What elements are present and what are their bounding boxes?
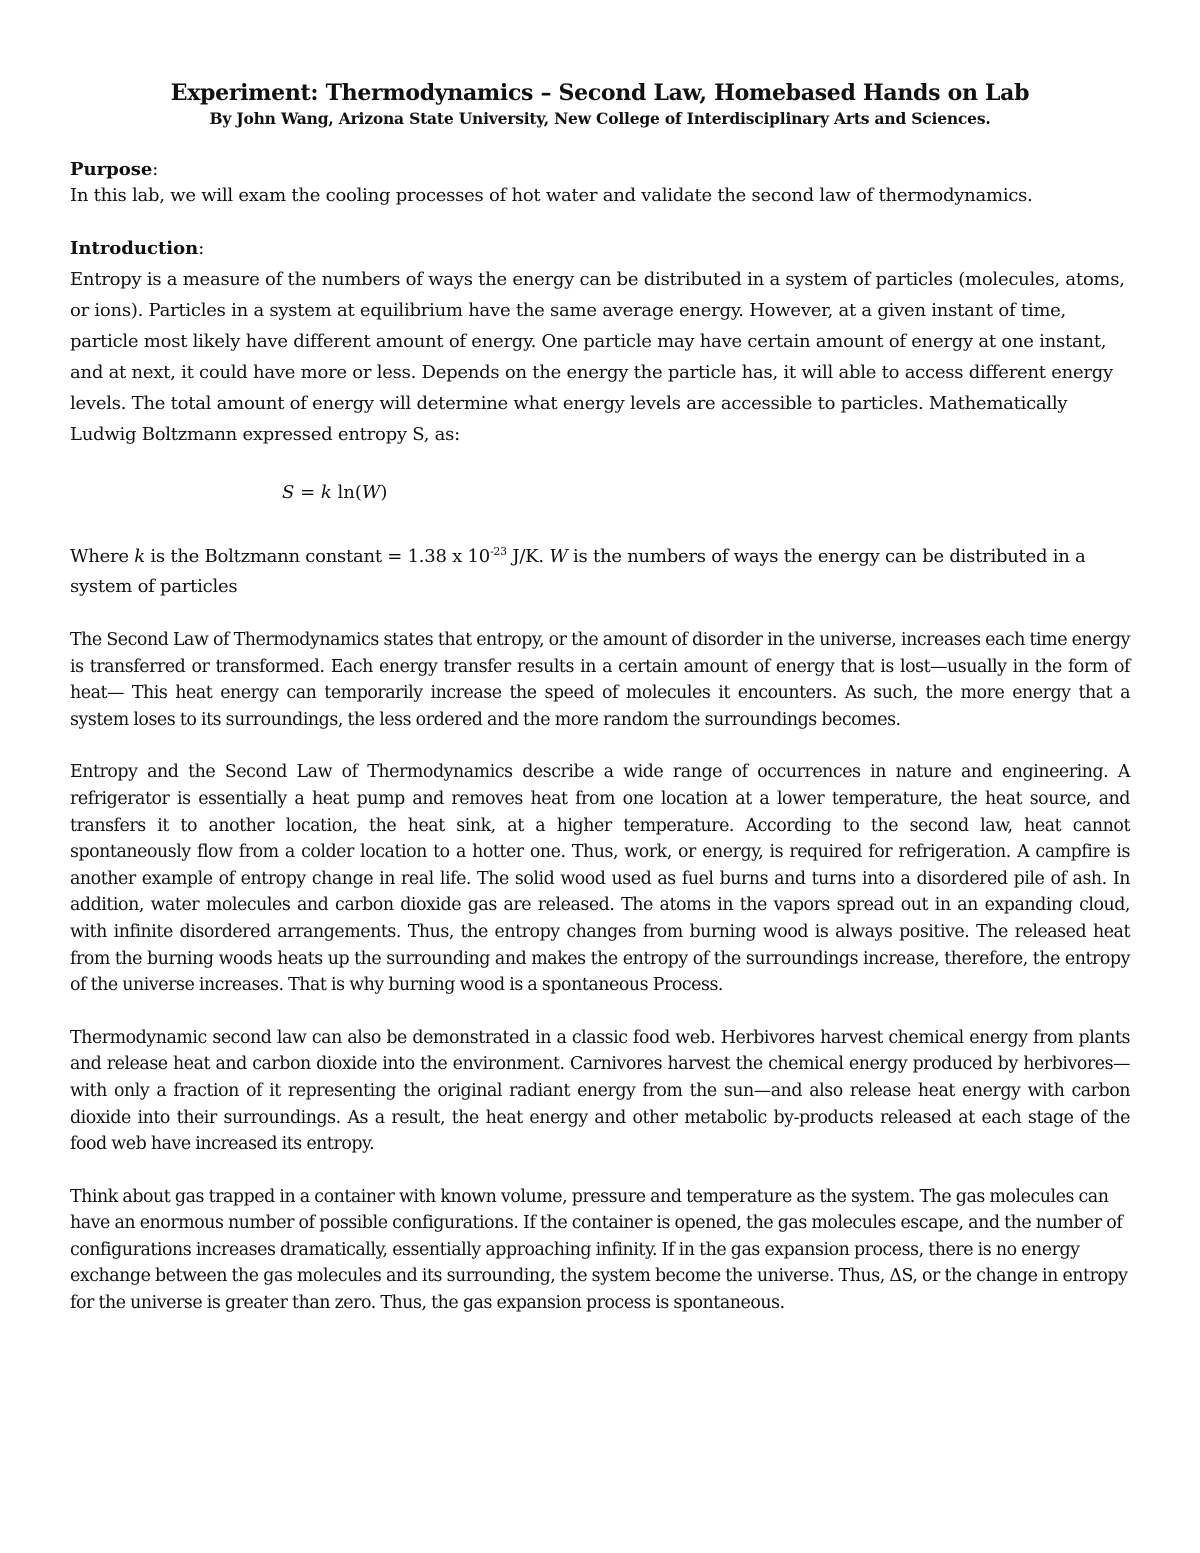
document-title: Experiment: Thermodynamics – Second Law, Homebased Hands on Lab bbox=[170, 80, 1030, 106]
author-byline: By John Wang, Arizona State University, New College of Interdisciplinary Arts and Sciences. bbox=[209, 109, 991, 128]
where-unit: J/K. bbox=[506, 546, 550, 567]
spacer bbox=[70, 1158, 1130, 1184]
food-web-paragraph: Thermodynamic second law can also be demonstrated in a classic food web. Herbivores harvest chemical energy from plants and release heat and carbon dioxide into the environment. Carnivores harvest the chemical energy produced by herbivores—with only a fraction of it representing the original radiant energy from the sun—and also release heat energy with carbon dioxide into their surroundings. As a result, the heat energy and other metabolic by-products released at each stage of the food web have increased its entropy. bbox=[70, 1027, 1130, 1155]
formula-lhs: S bbox=[282, 482, 295, 503]
introduction-heading bbox=[70, 236, 1130, 262]
spacer bbox=[70, 999, 1130, 1025]
second-law-paragraph: The Second Law of Thermodynamics states that entropy, or the amount of disorder in the universe, increases each time energy is transferred or transformed. Each energy transfer results in a certain amount of energy that is lost—usually in the form of heat— This heat energy can temporarily increase the speed of molecules it encounters. As such, the more energy that a system loses to its surroundings, the less ordered and the more random the surroundings becomes. bbox=[70, 630, 1130, 730]
purpose-heading bbox=[70, 157, 1130, 183]
spacer bbox=[70, 506, 1130, 542]
where-pre: Where bbox=[70, 546, 135, 567]
where-exponent: -23 bbox=[489, 545, 507, 558]
purpose-heading-colon: : bbox=[152, 159, 159, 180]
formula-equals: = bbox=[294, 482, 321, 503]
where-k: k bbox=[134, 546, 145, 567]
purpose-text: In this lab, we will exam the cooling processes of hot water and validate the second law of thermodynamics. bbox=[70, 185, 1033, 206]
where-post: is the numbers of ways the energy can be distributed in a system of particles bbox=[70, 546, 1086, 597]
spacer bbox=[70, 450, 1130, 480]
formula-ln: ln( bbox=[331, 482, 362, 503]
boltzmann-definition bbox=[70, 542, 1130, 602]
formula-k: k bbox=[320, 482, 332, 503]
where-mid: is the Boltzmann constant = 1.38 x 10 bbox=[144, 546, 490, 567]
formula-w: W bbox=[361, 482, 381, 503]
where-w: W bbox=[549, 546, 568, 567]
boltzmann-formula bbox=[70, 480, 1130, 506]
introduction-heading-label: Introduction bbox=[70, 238, 199, 259]
spacer bbox=[70, 733, 1130, 759]
spacer bbox=[70, 130, 1130, 157]
introduction-heading-colon: : bbox=[198, 238, 205, 259]
gas-expansion-paragraph: Think about gas trapped in a container with known volume, pressure and temperature as the system. The gas molecules can have an enormous number of possible configurations. If the container is opened, the gas molecules escape, and the number of configurations increases dramatically, essentially approaching infinity. If in the gas expansion process, there is no energy exchange between the gas molecules and its surrounding, the system become the universe. Thus, ΔS, or the change in entropy for the universe is greater than zero. Thus, the gas expansion process is spontaneous. bbox=[70, 1186, 1128, 1314]
spacer bbox=[70, 602, 1130, 627]
formula-close: ) bbox=[380, 482, 388, 503]
spacer bbox=[70, 209, 1130, 236]
purpose-heading-label: Purpose bbox=[70, 159, 153, 180]
intro-paragraph-1: Entropy is a measure of the numbers of ways the energy can be distributed in a system of particles (molecules, atoms, or ions). Particles in a system at equilibrium have the same average energy. However, at a given instant of time, particle most likely have different amount of energy. One particle may have certain amount of energy at one instant, and at next, it could have more or less. Depends on the energy the particle has, it will able to access different energy levels. The total amount of energy will determine what energy levels are accessible to particles. Mathematically Ludwig Boltzmann expressed entropy S, as: bbox=[70, 269, 1125, 445]
examples-paragraph: Entropy and the Second Law of Thermodynamics describe a wide range of occurrences in nature and engineering. A refrigerator is essentially a heat pump and removes heat from one location at a lower temperature, the heat source, and transfers it to another location, the heat sink, at a higher temperature. According to the second law, heat cannot spontaneously flow from a colder location to a hotter one. Thus, work, or energy, is required for refrigeration. A campfire is another example of entropy change in real life. The solid wood used as fuel burns and turns into a disordered pile of ash. In addition, water molecules and carbon dioxide gas are released. The atoms in the vapors spread out in an expanding cloud, with infinite disordered arrangements. Thus, the entropy changes from burning wood is always positive. The released heat from the burning woods heats up the surrounding and makes the entropy of the surroundings increase, therefore, the entropy of the universe increases. That is why burning wood is a spontaneous Process. bbox=[70, 762, 1130, 996]
document-page bbox=[70, 78, 1130, 1317]
